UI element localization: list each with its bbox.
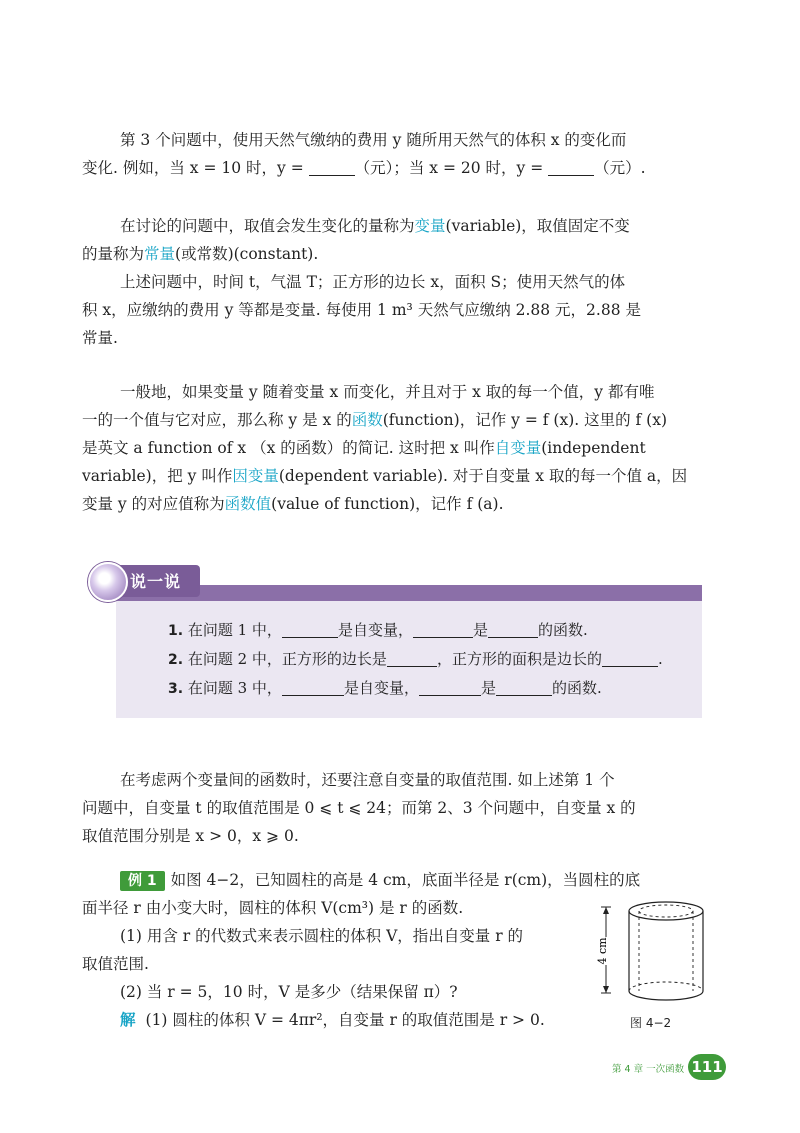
text-fragment: 在问题 2 中，正方形的边长是 <box>187 650 387 668</box>
text-fragment: . <box>657 650 663 668</box>
text-fragment: 是自变量， <box>337 621 413 639</box>
text-fragment: 在讨论的问题中，取值会发生变化的量称为 <box>120 217 415 235</box>
figure-caption: 图 4−2 <box>630 1016 672 1030</box>
question-number: 3. <box>168 681 184 697</box>
text-fragment: 在问题 1 中， <box>187 621 282 639</box>
example-1 <box>82 866 641 1034</box>
text-line: 取值范围分别是 x > 0，x ⩾ 0. <box>82 827 299 845</box>
text-line: 常量. <box>82 329 118 347</box>
cylinder-diagram <box>590 895 720 1015</box>
text-fragment: (value of function)，记作 f (a). <box>271 495 504 513</box>
paragraph-examples-of-variables <box>82 268 712 352</box>
answer-blank <box>282 679 344 696</box>
text-line: 取值范围. <box>82 955 149 973</box>
question-number: 2. <box>168 652 184 668</box>
discussion-header-band <box>116 585 702 601</box>
text-fragment: 在问题 3 中， <box>187 679 282 697</box>
text-fragment: variable)，把 y 叫作 <box>82 467 233 485</box>
term-function: 函数 <box>351 411 383 429</box>
term-constant: 常量 <box>144 245 176 263</box>
term-variable: 变量 <box>414 217 446 235</box>
text-line <box>82 154 712 182</box>
answer-blank <box>387 650 437 667</box>
question-number: 1. <box>168 623 184 639</box>
discussion-question-2 <box>168 648 663 671</box>
answer-blank <box>413 621 473 638</box>
text-fragment: (dependent variable). 对于自变量 x 取的每一个值 a，因 <box>278 467 688 485</box>
text-line <box>82 866 641 894</box>
answer-blank <box>309 159 355 176</box>
text-line <box>82 240 712 268</box>
text-line: 第 3 个问题中，使用天然气缴纳的费用 y 随所用天然气的体积 x 的变化而 <box>120 131 627 149</box>
answer-blank <box>496 679 552 696</box>
text-fragment: (function)，记作 y = f (x). 这里的 f (x) <box>382 411 668 429</box>
answer-blank <box>602 650 658 667</box>
paragraph-domain <box>82 766 712 850</box>
text-line: 上述问题中，时间 t，气温 T；正方形的边长 x，面积 S；使用天然气的体 <box>120 273 626 291</box>
text-line <box>82 212 712 240</box>
text-fragment: 是自变量， <box>343 679 419 697</box>
chapter-footer: 第 4 章 一次函数 <box>612 1064 685 1075</box>
text-fragment: 变量 y 的对应值称为 <box>82 495 225 513</box>
discussion-title: 说一说 <box>130 572 182 591</box>
paragraph-gas-fee <box>82 126 712 182</box>
discussion-question-3 <box>168 677 602 700</box>
text-line: 在考虑两个变量间的函数时，还要注意自变量的取值范围. 如上述第 1 个 <box>120 771 615 789</box>
text-fragment: 是英文 a function of x （x 的函数）的简记. 这时把 x 叫作 <box>82 439 495 457</box>
text-line: (1) 用含 r 的代数式来表示圆柱的体积 V，指出自变量 r 的 <box>120 927 524 945</box>
page-number: 111 <box>688 1054 726 1080</box>
height-label: 4 cm <box>596 937 609 965</box>
text-fragment: ，正方形的面积是边长的 <box>436 650 602 668</box>
text-fragment: 变化. 例如，当 x = 10 时，y = <box>82 159 309 177</box>
answer-blank <box>548 159 594 176</box>
text-line <box>82 406 712 434</box>
term-dependent-variable: 因变量 <box>232 467 279 485</box>
text-fragment: 是 <box>480 679 496 697</box>
answer-blank <box>488 621 538 638</box>
text-fragment: 一的一个值与它对应，那么称 y 是 x 的 <box>82 411 352 429</box>
text-line: 积 x，应缴纳的费用 y 等都是变量. 每使用 1 m³ 天然气应缴纳 2.88 元，2.88 是 <box>82 301 641 319</box>
solution-label: 解 <box>120 1010 136 1029</box>
paragraph-variable-definition <box>82 212 712 268</box>
text-line <box>82 434 712 462</box>
text-line: 一般地，如果变量 y 随着变量 x 而变化，并且对于 x 取的每一个值，y 都有唯 <box>120 383 655 401</box>
example-badge: 例 1 <box>120 871 165 891</box>
text-fragment: 的量称为 <box>82 245 145 263</box>
text-line <box>82 1006 602 1034</box>
text-line: (2) 当 r = 5，10 时，V 是多少（结果保留 π）? <box>120 983 458 1001</box>
answer-blank <box>419 679 481 696</box>
answer-blank <box>282 621 338 638</box>
term-independent-variable: 自变量 <box>494 439 542 457</box>
text-fragment: （元）. <box>594 159 646 177</box>
text-line <box>82 490 712 518</box>
text-fragment: 如图 4−2，已知圆柱的高是 4 cm，底面半径是 r(cm)，当圆柱的底 <box>170 871 641 889</box>
text-fragment: (1) 圆柱的体积 V = 4πr²，自变量 r 的取值范围是 r > 0. <box>145 1011 545 1029</box>
text-fragment: 的函数. <box>551 679 602 697</box>
text-fragment: (independent <box>541 439 646 457</box>
text-fragment: 的函数. <box>537 621 588 639</box>
text-line <box>82 462 712 490</box>
text-line: 问题中，自变量 t 的取值范围是 0 ⩽ t ⩽ 24；而第 2、3 个问题中，自变量 x 的 <box>82 799 636 817</box>
speech-bubble-icon <box>88 562 128 602</box>
text-fragment: (variable)，取值固定不变 <box>445 217 630 235</box>
text-fragment: (或常数)(constant). <box>175 245 319 263</box>
paragraph-function-definition <box>82 378 712 518</box>
text-line: 面半径 r 由小变大时，圆柱的体积 V(cm³) 是 r 的函数. <box>82 899 464 917</box>
discussion-question-1 <box>168 619 588 642</box>
cylinder-figure <box>590 895 720 1030</box>
term-function-value: 函数值 <box>224 495 272 513</box>
text-fragment: 是 <box>472 621 488 639</box>
text-fragment: （元）；当 x = 20 时，y = <box>354 159 549 177</box>
